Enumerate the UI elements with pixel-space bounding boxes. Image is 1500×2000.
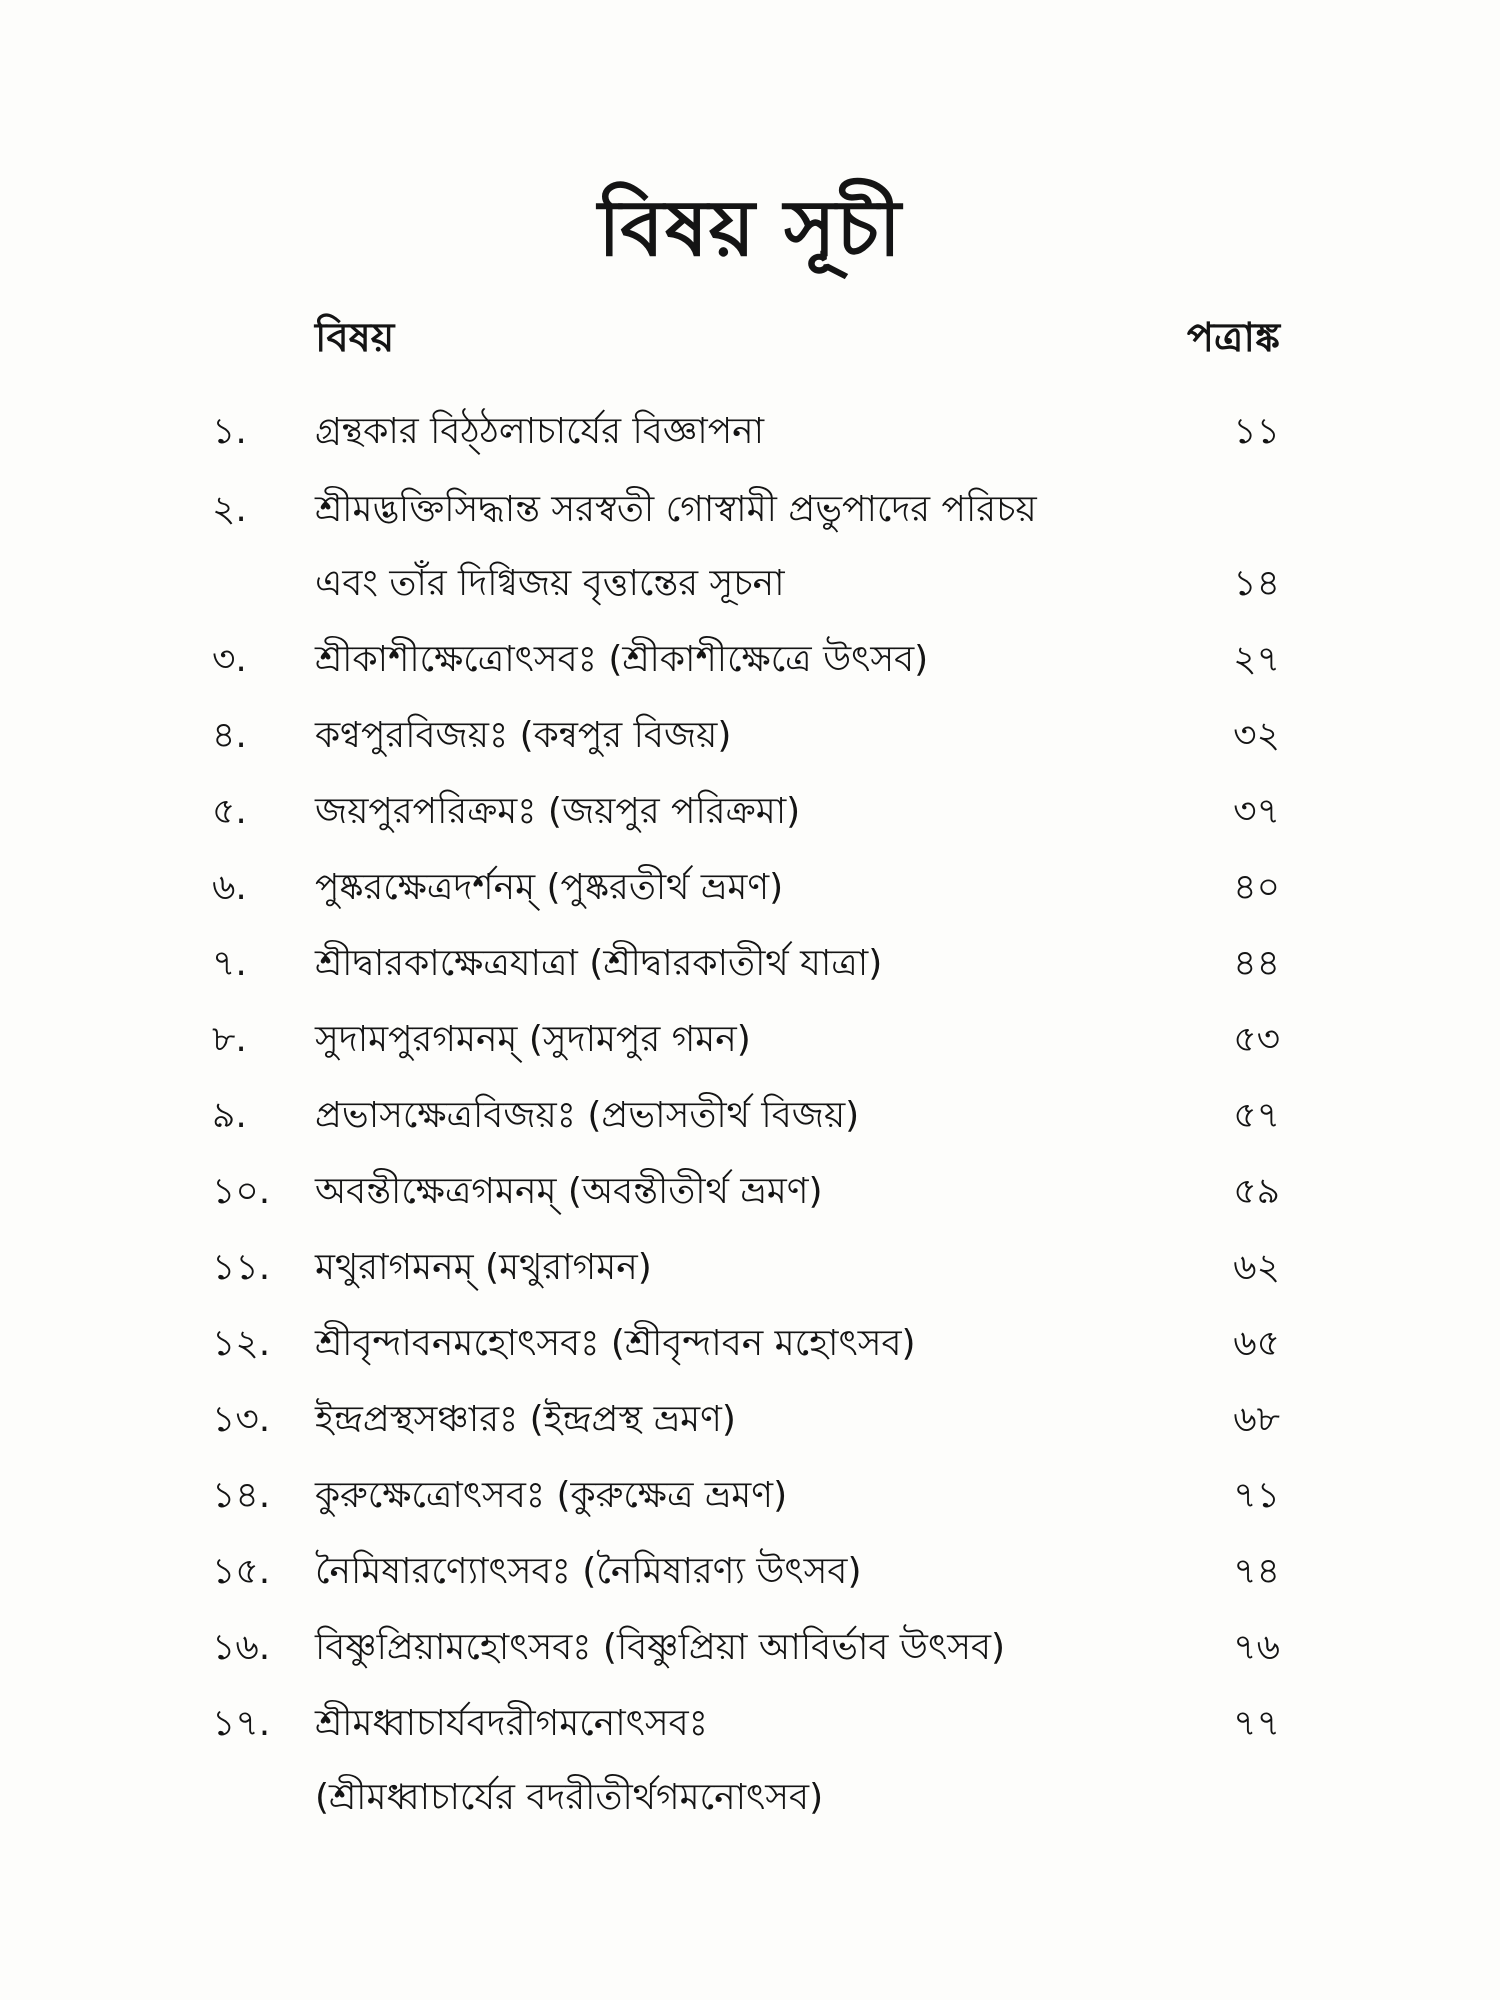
toc-entry: [0, 632, 1500, 702]
entry-page: ৭৬: [1233, 1627, 1280, 1668]
entry-number: ১৬.: [212, 1627, 271, 1668]
toc-entry: [0, 1012, 1500, 1082]
entry-title: ইন্দ্রপ্রস্থসঞ্চারঃ (ইন্দ্রপ্রস্থ ভ্রমণ): [315, 1399, 736, 1440]
entry-title: কুরুক্ষেত্রোৎসবঃ (কুরুক্ষেত্র ভ্রমণ): [315, 1475, 788, 1516]
entry-page: ৬২: [1233, 1247, 1280, 1288]
entry-number: ৯.: [212, 1095, 247, 1136]
entry-title-continuation: এবং তাঁর দিগ্বিজয় বৃত্তান্তের সূচনা: [315, 563, 785, 604]
entry-page: ৩২: [1233, 715, 1280, 756]
column-header-subject: বিষয়: [315, 315, 395, 361]
entry-number: ২.: [212, 489, 247, 530]
entry-number: ১.: [212, 411, 247, 452]
entry-number: ১১.: [212, 1247, 271, 1288]
entry-page: ১৪: [1233, 563, 1280, 604]
toc-entry: [0, 1164, 1500, 1234]
toc-entry: [0, 708, 1500, 778]
entry-title: শ্রীকাশীক্ষেত্রোৎসবঃ (শ্রীকাশীক্ষেত্রে উৎসব): [315, 639, 929, 680]
entry-number: ১৩.: [212, 1399, 271, 1440]
entry-page: ৬৮: [1233, 1399, 1280, 1440]
toc-entry: [0, 1240, 1500, 1310]
entry-title: গ্রন্থকার বিঠ্‌ঠলাচার্যের বিজ্ঞাপনা: [315, 411, 765, 452]
toc-entry: [0, 936, 1500, 1006]
entry-title: সুদামপুরগমনম্ (সুদামপুর গমন): [315, 1019, 751, 1060]
entry-number: ৩.: [212, 639, 247, 680]
toc-entry-continuation: [0, 1770, 1500, 1840]
entry-page: ১১: [1233, 411, 1280, 452]
entry-number: ৬.: [212, 867, 247, 908]
entry-number: ৪.: [212, 715, 247, 756]
entry-title: শ্রীবৃন্দাবনমহোৎসবঃ (শ্রীবৃন্দাবন মহোৎসব): [315, 1323, 916, 1364]
toc-entry: [0, 404, 1500, 474]
entry-page: ৭১: [1233, 1475, 1280, 1516]
toc-entry: [0, 1544, 1500, 1614]
page-title: বিষয় সূচী: [598, 184, 902, 274]
entry-title: পুষ্করক্ষেত্রদর্শনম্ (পুষ্করতীর্থ ভ্রমণ): [315, 867, 784, 908]
entry-title: কণ্বপুরবিজয়ঃ (কন্বপুর বিজয়): [315, 715, 732, 756]
entry-page: ৭৭: [1233, 1703, 1280, 1744]
toc-entry: [0, 1468, 1500, 1538]
entry-title: জয়পুরপরিক্রমঃ (জয়পুর পরিক্রমা): [315, 791, 801, 832]
toc-entry: [0, 860, 1500, 930]
entry-page: ৭৪: [1233, 1551, 1280, 1592]
entry-title: শ্রীমধ্বাচার্যবদরীগমনোৎসবঃ: [315, 1703, 708, 1744]
toc-entry: [0, 1620, 1500, 1690]
entry-title: শ্রীমদ্ভক্তিসিদ্ধান্ত সরস্বতী গোস্বামী প্রভুপাদের পরিচয়: [315, 489, 1037, 530]
toc-entry: [0, 1316, 1500, 1386]
entry-title: অবন্তীক্ষেত্রগমনম্ (অবন্তীতীর্থ ভ্রমণ): [315, 1171, 823, 1212]
toc-entry: [0, 784, 1500, 854]
entry-number: ১৫.: [212, 1551, 271, 1592]
entry-number: ১০.: [212, 1171, 271, 1212]
entry-number: ১৪.: [212, 1475, 271, 1516]
entry-number: ৫.: [212, 791, 247, 832]
column-header-page: পত্রাঙ্ক: [1186, 315, 1280, 361]
entry-title-continuation: (শ্রীমধ্বাচার্যের বদরীতীর্থগমনোৎসব): [315, 1777, 824, 1818]
toc-entry: [0, 1088, 1500, 1158]
entry-number: ৮.: [212, 1019, 247, 1060]
entry-page: ৬৫: [1233, 1323, 1280, 1364]
entry-title: বিষ্ণুপ্রিয়ামহোৎসবঃ (বিষ্ণুপ্রিয়া আবির্ভাব উৎসব): [315, 1627, 1006, 1668]
entry-number: ৭.: [212, 943, 247, 984]
entry-page: ৪০: [1233, 867, 1280, 908]
toc-entry: [0, 482, 1500, 552]
toc-entry: [0, 1696, 1500, 1766]
entry-page: ৫৭: [1233, 1095, 1280, 1136]
entry-title: প্রভাসক্ষেত্রবিজয়ঃ (প্রভাসতীর্থ বিজয়): [315, 1095, 860, 1136]
entry-number: ১৭.: [212, 1703, 271, 1744]
entry-title: শ্রীদ্বারকাক্ষেত্রযাত্রা (শ্রীদ্বারকাতীর্থ যাত্রা): [315, 943, 883, 984]
entry-page: ৪৪: [1233, 943, 1280, 984]
entry-number: ১২.: [212, 1323, 271, 1364]
entry-page: ৫৯: [1233, 1171, 1280, 1212]
entry-page: ৩৭: [1233, 791, 1280, 832]
entry-page: ২৭: [1233, 639, 1280, 680]
entry-title: মথুরাগমনম্ (মথুরাগমন): [315, 1247, 652, 1288]
toc-entry: [0, 1392, 1500, 1462]
entry-page: ৫৩: [1233, 1019, 1280, 1060]
toc-entry-continuation: [0, 556, 1500, 626]
entry-title: নৈমিষারণ্যোৎসবঃ (নৈমিষারণ্য উৎসব): [315, 1551, 862, 1592]
